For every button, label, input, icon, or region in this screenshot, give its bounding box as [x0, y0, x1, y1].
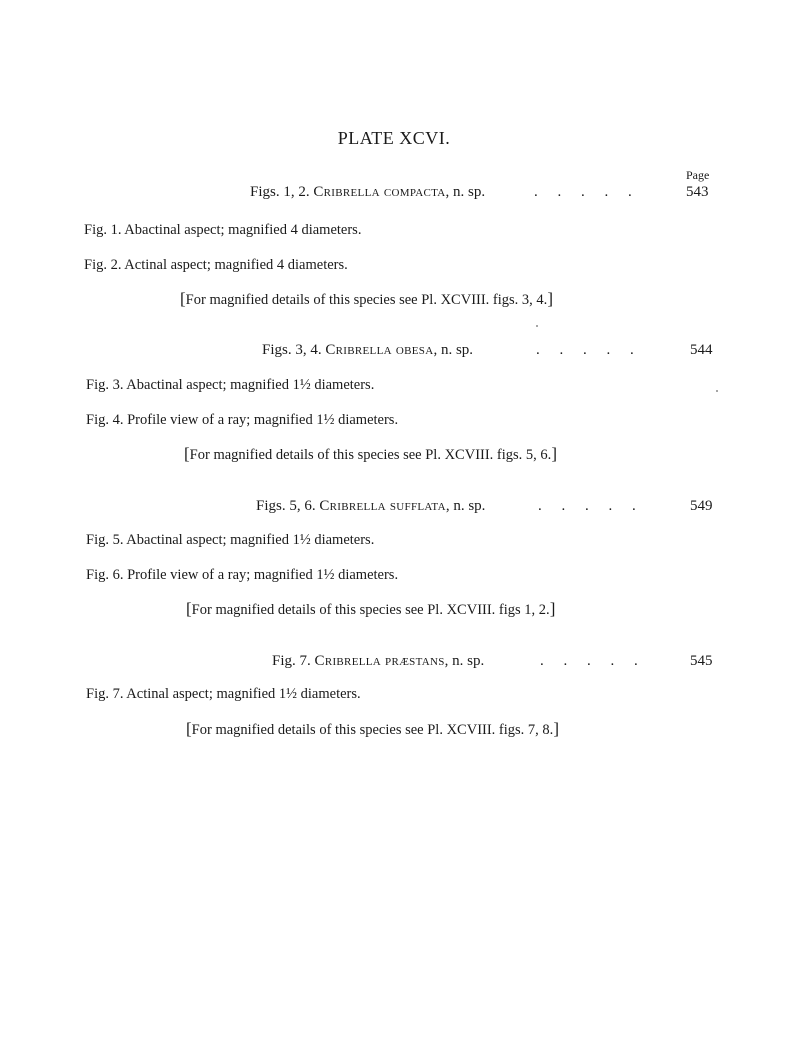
- page-number: 543: [686, 184, 709, 200]
- page-column-label: Page: [686, 168, 710, 182]
- details-note: [For magnified details of this species see Pl. XCVIII. figs. 5, 6.]: [184, 444, 557, 463]
- figure-caption: Fig. 7. Actinal aspect; magnified 1½ diameters.: [86, 686, 361, 702]
- leader-dots: . . . . .: [540, 653, 638, 669]
- scan-speck: [716, 390, 718, 392]
- note-text: For magnified details of this species see Pl. XCVIII. figs. 5, 6.: [189, 447, 552, 463]
- plate-title: PLATE XCVI.: [337, 128, 451, 148]
- note-text: For magnified details of this species see Pl. XCVIII. figs. 7, 8.: [191, 722, 554, 738]
- heading-prefix: Figs. 3, 4.: [262, 342, 322, 358]
- section-heading: [262, 342, 473, 359]
- scan-speck: [536, 325, 538, 327]
- heading-suffix: , n. sp.: [445, 498, 486, 514]
- species-name: Cribrella obesa: [325, 342, 434, 358]
- species-name: Cribrella compacta: [313, 184, 446, 200]
- details-note: [For magnified details of this species see Pl. XCVIII. figs 1, 2.]: [186, 599, 556, 618]
- figure-caption: Fig. 6. Profile view of a ray; magnified 1½ diameters.: [86, 567, 399, 583]
- details-note: [For magnified details of this species see Pl. XCVIII. figs. 3, 4.]: [180, 289, 553, 308]
- page-number: 545: [690, 653, 713, 669]
- figure-caption: Fig. 3. Abactinal aspect; magnified 1½ diameters.: [86, 377, 375, 393]
- leader-dots: . . . . .: [534, 184, 632, 200]
- figure-caption: Fig. 1. Abactinal aspect; magnified 4 diameters.: [84, 222, 362, 238]
- figure-caption: Fig. 2. Actinal aspect; magnified 4 diameters.: [84, 257, 348, 273]
- heading-prefix: Figs. 1, 2.: [250, 184, 310, 200]
- details-note: [For magnified details of this species see Pl. XCVIII. figs. 7, 8.]: [186, 719, 559, 738]
- section-heading: [256, 498, 485, 515]
- note-text: For magnified details of this species see Pl. XCVIII. figs 1, 2.: [191, 602, 550, 618]
- heading-prefix: Figs. 5, 6.: [256, 498, 316, 514]
- heading-suffix: , n. sp.: [433, 342, 474, 358]
- page-number: 544: [690, 342, 713, 358]
- species-name: Cribrella præstans: [314, 653, 445, 669]
- heading-prefix: Fig. 7.: [272, 653, 311, 669]
- heading-suffix: , n. sp.: [445, 184, 486, 200]
- leader-dots: . . . . .: [538, 498, 636, 514]
- page-number: 549: [690, 498, 713, 514]
- leader-dots: . . . . .: [536, 342, 634, 358]
- section-heading: [250, 184, 485, 201]
- heading-suffix: , n. sp.: [444, 653, 485, 669]
- section-heading: [272, 653, 484, 670]
- species-name: Cribrella sufflata: [319, 498, 446, 514]
- figure-caption: Fig. 5. Abactinal aspect; magnified 1½ diameters.: [86, 532, 375, 548]
- figure-caption: Fig. 4. Profile view of a ray; magnified 1½ diameters.: [86, 412, 399, 428]
- note-text: For magnified details of this species see Pl. XCVIII. figs. 3, 4.: [185, 292, 548, 308]
